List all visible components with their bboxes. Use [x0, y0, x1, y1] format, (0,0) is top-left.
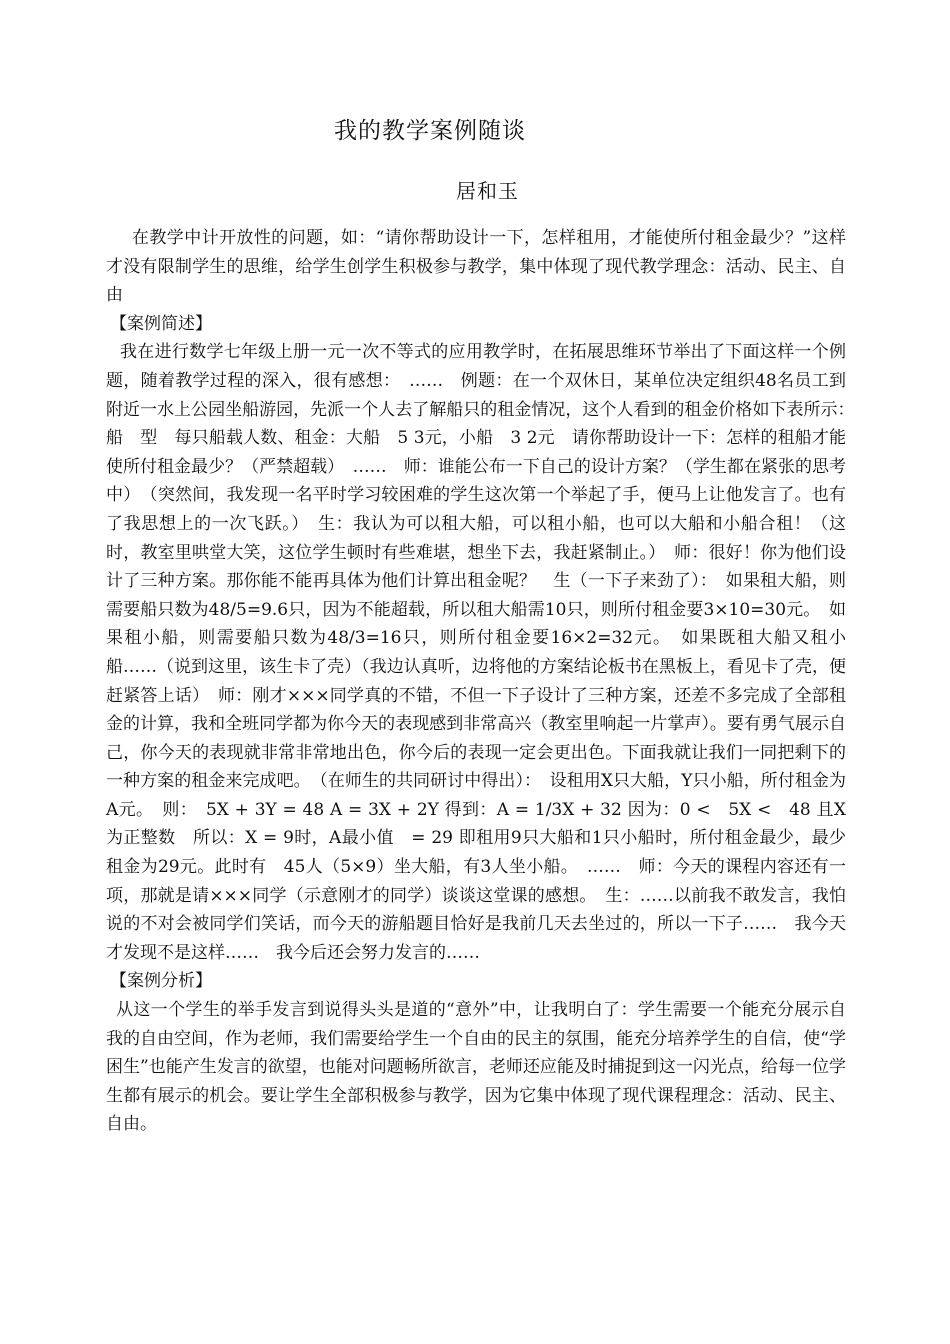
section-heading-analysis: 【案例分析】 — [110, 971, 212, 992]
intro-paragraph: 在教学中计开放性的问题，如：“请你帮助设计一下，怎样租用，才能使所付租金最少？”这样才没有限制学生的思维，给学生创学生积极参与教学，集中体现了现代教学理念：活动、民主、自由 — [106, 228, 846, 306]
section-heading-summary: 【案例简述】 — [110, 313, 212, 334]
case-analysis-paragraph: 从这一个学生的举手发言到说得头头是道的“意外”中，让我明白了：学生需要一个能充分展示自我的自由空间，作为老师，我们需要给学生一个自由的民主的氛围，能充分培养学生的自信，使“学困生”也能产生发言的欲望，也能对问题畅所欲言，老师还应能及时捕捉到这一闪光点，给每一位学生都有展示的机会。要让学生全部积极参与教学，因为它集中体现了现代课程理念：活动、民主、自由。 — [106, 1000, 846, 1135]
document-author — [0, 175, 860, 204]
document-body — [106, 224, 863, 1139]
author-name: 居和玉 — [456, 179, 519, 203]
document-title: 我的教学案例随谈 — [334, 118, 526, 144]
case-summary-paragraph: 我在进行数学七年级上册一元一次不等式的应用教学时，在拓展思维环节举出了下面这样一个例题，随着教学过程的深入，很有感想： …… 例题：在一个双休日，某单位决定组织48名员工到附近一水上公园坐船游园，先派一个人去了解船只的租金情况，这个人看到的租金价格如下表所示： 船 型 每只船载人数、租金：大船 5 3元，小船 3 2元 请你帮助设计一下：怎样的租船才能使所付租金最少？（严禁超载） …… 师：谁能公布一下自己的设计方案？（学生都在紧张的思考中） （突然间，我发现一名平时学习较困难的学生这次第一个举起了手，便马上让他发言了。也有了我思想上的一次飞跃。） 生：我认为可以租大船，可以租小船，也可以大船和小船合租！（这时，教室里哄堂大笑，这位学生顿时有些难堪，想坐下去，我赶紧制止。） 师：很好！你为他们设计了三种方案。那你能不能再具体为他们计算出租金呢？ 生（一下子来劲了）： 如果租大船，则需要船只数为48/5=9.6只，因为不能超载，所以租大船需10只，则所付租金要3×10=30元。 如果租小船，则需要船只数为48/3=16只，则所付租金要16×2=32元。 如果既租大船又租小船……（说到这里，该生卡了壳）（我边认真听，边将他的方案结论板书在黑板上，看见卡了壳，便赶紧答上话） 师：刚才×××同学真的不错，不但一下子设计了三种方案，还差不多完成了全部租金的计算，我和全班同学都为你今天的表现感到非常高兴（教室里响起一片掌声）。要有勇气展示自己，你今天的表现就非常非常地出色，你今后的表现一定会更出色。下面我就让我们一同把剩下的一种方案的租金来完成吧。 （在师生的共同研讨中得出）： 设租用X只大船，Y只小船，所付租金为A元。 则： 5X + 3Y = 48 A = 3X + 2Y 得到：A = 1/3X + 32 因为：0 < 5X < 48 且X为正整数 所以：X = 9时，A最小值 = 29 即租用9只大船和1只小船时，所付租金最少，最少租金为29元。此时有 45人（5×9）坐大船，有3人坐小船。 …… 师：今天的课程内容还有一项，那就是请×××同学（示意刚才的同学）谈谈这堂课的感想。 生：……以前我不敢发言，我怕说的不对会被同学们笑话，而今天的游船题目恰好是我前几天去坐过的，所以一下子…… 我今天才发现不是这样…… 我今后还会努力发言的…… — [106, 342, 863, 963]
